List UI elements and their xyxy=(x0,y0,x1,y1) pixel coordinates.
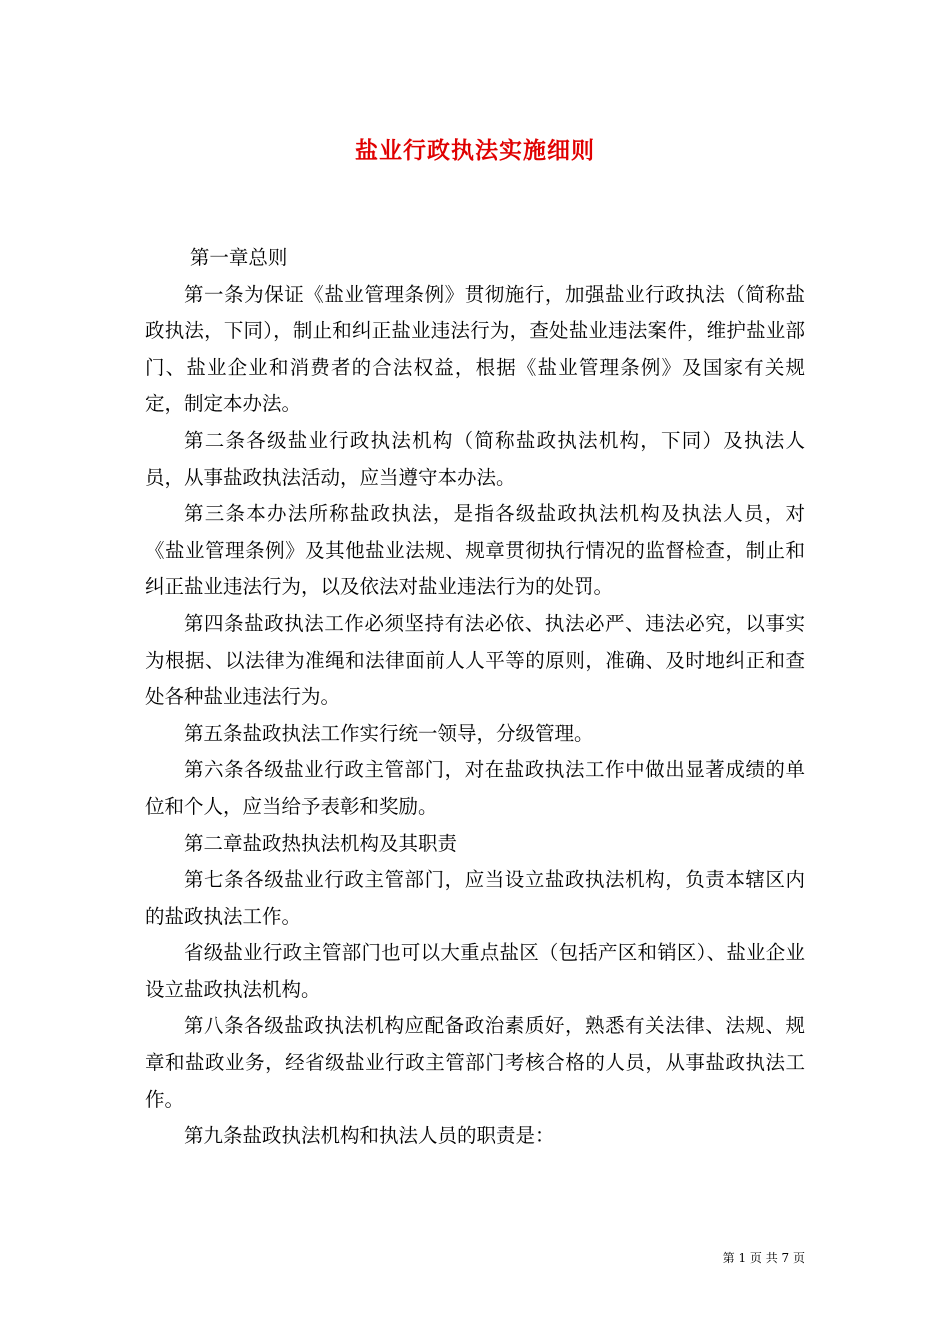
article-2: 第二条各级盐业行政执法机构（简称盐政执法机构，下同）及执法人员，从事盐政执法活动，应当遵守本办法。 xyxy=(145,428,805,489)
article-7-supplement: 省级盐业行政主管部门也可以大重点盐区（包括产区和销区）、盐业企业设立盐政执法机构。 xyxy=(145,941,805,1001)
page-number: 第 1 页 共 7 页 xyxy=(722,1251,805,1265)
document-title: 盐业行政执法实施细则 xyxy=(355,137,595,164)
article-7: 第七条各级盐业行政主管部门，应当设立盐政执法机构，负责本辖区内的盐政执法工作。 xyxy=(145,868,805,928)
document-body xyxy=(145,240,805,1155)
article-3: 第三条本办法所称盐政执法，是指各级盐政执法机构及执法人员，对《盐业管理条例》及其他盐业法规、规章贯彻执行情况的监督检查，制止和纠正盐业违法行为，以及依法对盐业违法行为的处罚。 xyxy=(145,502,805,599)
chapter-heading-2: 第二章盐政热执法机构及其职责 xyxy=(184,831,458,855)
article-4: 第四条盐政执法工作必须坚持有法必依、执法必严、违法必究，以事实为根据、以法律为准绳和法律面前人人平等的原则，准确、及时地纠正和查处各种盐业违法行为。 xyxy=(145,611,805,709)
article-9: 第九条盐政执法机构和执法人员的职责是： xyxy=(184,1124,555,1148)
article-6: 第六条各级盐业行政主管部门，对在盐政执法工作中做出显著成绩的单位和个人，应当给予表彰和奖励。 xyxy=(145,758,805,818)
article-5: 第五条盐政执法工作实行统一领导，分级管理。 xyxy=(184,721,594,745)
chapter-heading-1: 第一章总则 xyxy=(189,246,288,269)
article-1: 第一条为保证《盐业管理条例》贯彻施行，加强盐业行政执法（简称盐政执法，下同），制止和纠正盐业违法行为，查处盐业违法案件，维护盐业部门、盐业企业和消费者的合法权益，根据《盐业管理条例》及国家有关规定，制定本办法。 xyxy=(145,282,805,416)
article-8: 第八条各级盐政执法机构应配备政治素质好，熟悉有关法律、法规、规章和盐政业务，经省级盐业行政主管部门考核合格的人员，从事盐政执法工作。 xyxy=(145,1014,805,1111)
